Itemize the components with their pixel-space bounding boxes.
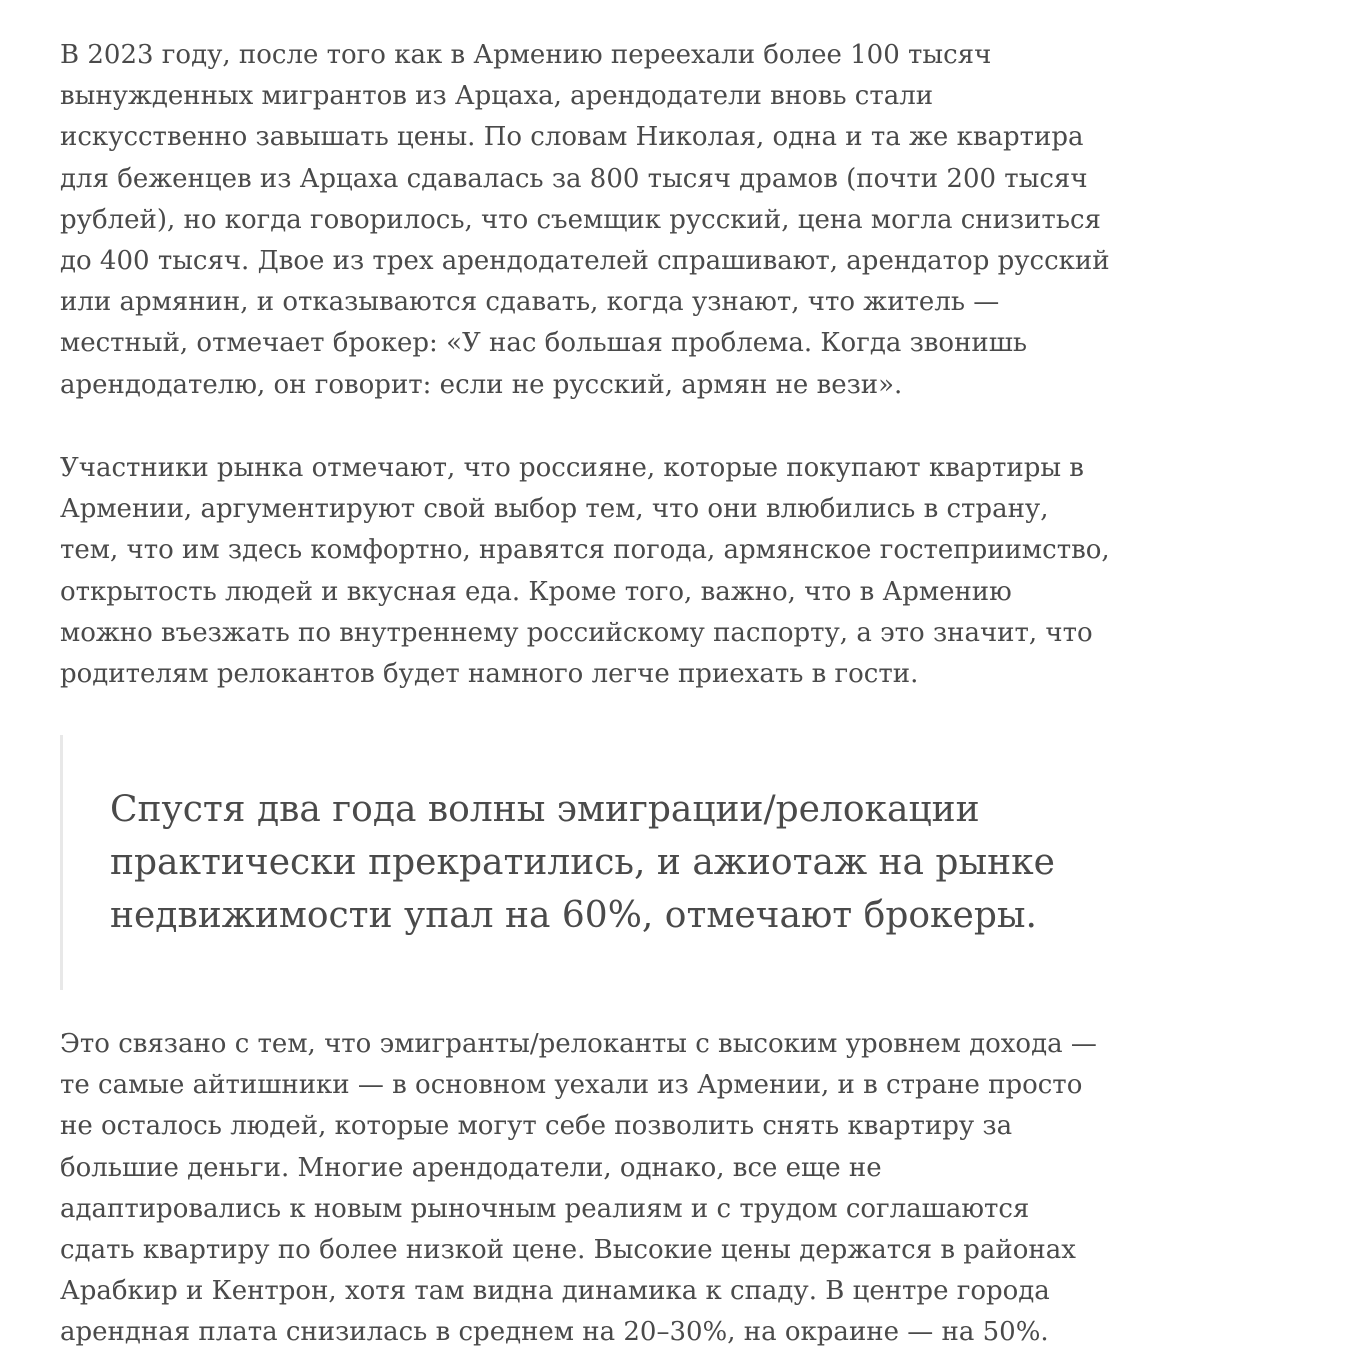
text-line: для беженцев из Арцаха сдавалась за 800 тысяч драмов (почти 200 тысяч <box>60 163 1088 194</box>
article-paragraph <box>60 35 1110 406</box>
text-line: сдать квартиру по более низкой цене. Высокие цены держатся в районах <box>60 1235 1076 1266</box>
text-line: большие деньги. Многие арендодатели, однако, все еще не <box>60 1152 882 1183</box>
quote-line: недвижимости упал на 60%, отмечают брокеры. <box>110 895 1037 936</box>
text-line: не осталось людей, которые могут себе позволить снять квартиру за <box>60 1111 1013 1142</box>
text-line: Это связано с тем, что эмигранты/релоканты с высоким уровнем дохода — <box>60 1029 1097 1059</box>
text-line: арендная плата снизилась в среднем на 20–30%, на окраине — на 50%. <box>60 1317 1049 1348</box>
text-line: те самые айтишники — в основном уехали из Армении, и в стране просто <box>60 1070 1083 1101</box>
text-line: В 2023 году, после того как в Армению переехали более 100 тысяч <box>60 40 992 70</box>
text-line: рублей), но когда говорилось, что съемщик русский, цена могла снизиться <box>60 204 1101 235</box>
text-line: родителям релокантов будет намного легче приехать в гости. <box>60 659 919 690</box>
text-line: или армянин, и отказываются сдавать, когда узнают, что житель — <box>60 287 1000 318</box>
blockquote <box>60 735 1243 990</box>
text-line: местный, отмечает брокер: «У нас большая проблема. Когда звонишь <box>60 328 1028 359</box>
quote-line: Спустя два года волны эмиграции/релокации <box>110 789 980 830</box>
article-paragraph <box>60 448 1110 695</box>
text-line: адаптировались к новым рыночным реалиям и с трудом соглашаются <box>60 1193 1030 1224</box>
text-line: Армении, аргументируют свой выбор тем, что они влюбились в страну, <box>60 494 1049 525</box>
text-line: до 400 тысяч. Двое из трех арендодателей спрашивают, арендатор русский <box>60 246 1110 277</box>
text-line: арендодателю, он говорит: если не русский, армян не вези». <box>60 369 903 400</box>
article-paragraph <box>60 1024 1097 1354</box>
blockquote-text <box>110 783 1055 942</box>
text-line: Участники рынка отмечают, что россияне, которые покупают квартиры в <box>60 453 1084 483</box>
quote-line: практически прекратились, и ажиотаж на рынке <box>110 842 1055 883</box>
text-line: искусственно завышать цены. По словам Николая, одна и та же квартира <box>60 122 1084 153</box>
text-line: тем, что им здесь комфортно, нравятся погода, армянское гостеприимство, <box>60 535 1110 566</box>
text-line: можно въезжать по внутреннему российскому паспорту, а это значит, что <box>60 617 1093 648</box>
text-line: открытость людей и вкусная еда. Кроме того, важно, что в Армению <box>60 576 1012 607</box>
text-line: Арабкир и Кентрон, хотя там видна динамика к спаду. В центре города <box>60 1276 1050 1307</box>
text-line: вынужденных мигрантов из Арцаха, арендодатели вновь стали <box>60 81 934 112</box>
